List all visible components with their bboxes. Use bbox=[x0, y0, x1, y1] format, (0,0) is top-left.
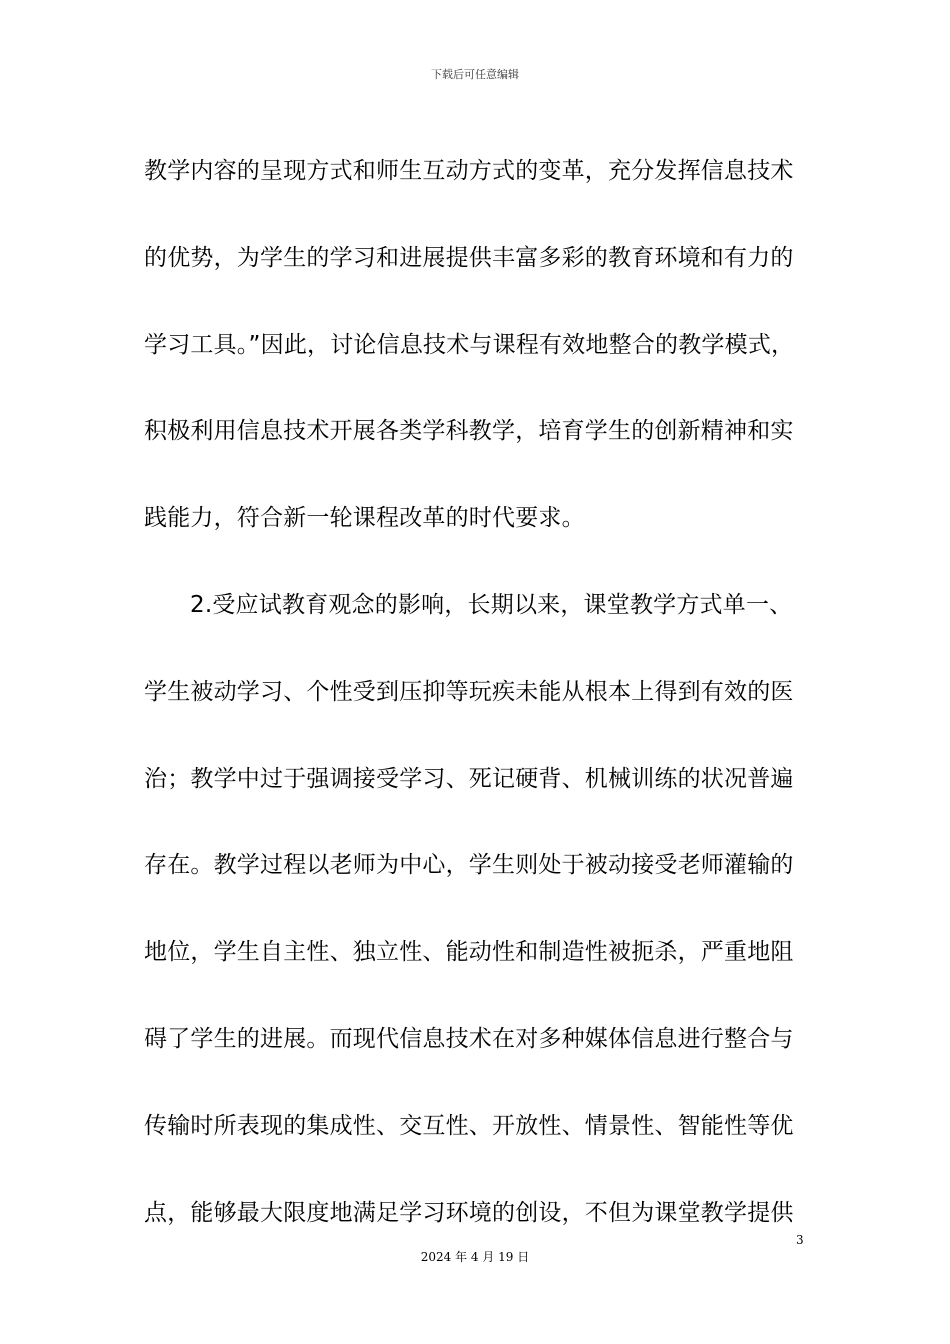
body-line: 积极利用信息技术开展各类学科教学，培育学生的创新精神和实 bbox=[144, 418, 794, 445]
body-line-paragraph-start: 2.受应试教育观念的影响，长期以来，课堂教学方式单一、 bbox=[190, 591, 793, 618]
body-line: 教学内容的呈现方式和师生互动方式的变革，充分发挥信息技术 bbox=[144, 158, 794, 184]
body-line: 点，能够最大限度地满足学习环境的创设，不但为课堂教学提供 bbox=[144, 1199, 794, 1226]
page-header-note: 下载后可任意编辑 bbox=[431, 68, 519, 81]
document-body bbox=[144, 128, 808, 1256]
page-number: 3 bbox=[796, 1233, 804, 1247]
body-line: 碍了学生的进展。而现代信息技术在对多种媒体信息进行整合与 bbox=[144, 1025, 794, 1052]
body-line: 学生被动学习、个性受到压抑等玩疾未能从根本上得到有效的医 bbox=[144, 678, 794, 705]
body-line: 治；教学中过于强调接受学习、死记硬背、机械训练的状况普遍 bbox=[144, 765, 794, 792]
body-line: 的优势，为学生的学习和进展提供丰富多彩的教育环境和有力的 bbox=[144, 244, 794, 271]
body-line: 传输时所表现的集成性、交互性、开放性、情景性、智能性等优 bbox=[144, 1112, 794, 1139]
body-line: 学习工具。”因此，讨论信息技术与课程有效地整合的教学模式， bbox=[144, 331, 795, 358]
body-line: 地位，学生自主性、独立性、能动性和制造性被扼杀，严重地阻 bbox=[144, 939, 794, 966]
body-line: 践能力，符合新一轮课程改革的时代要求。 bbox=[144, 505, 585, 532]
page-footer-date: 2024 年 4 月 19 日 bbox=[420, 1250, 530, 1264]
body-line: 存在。教学过程以老师为中心，学生则处于被动接受老师灌输的 bbox=[144, 852, 794, 879]
